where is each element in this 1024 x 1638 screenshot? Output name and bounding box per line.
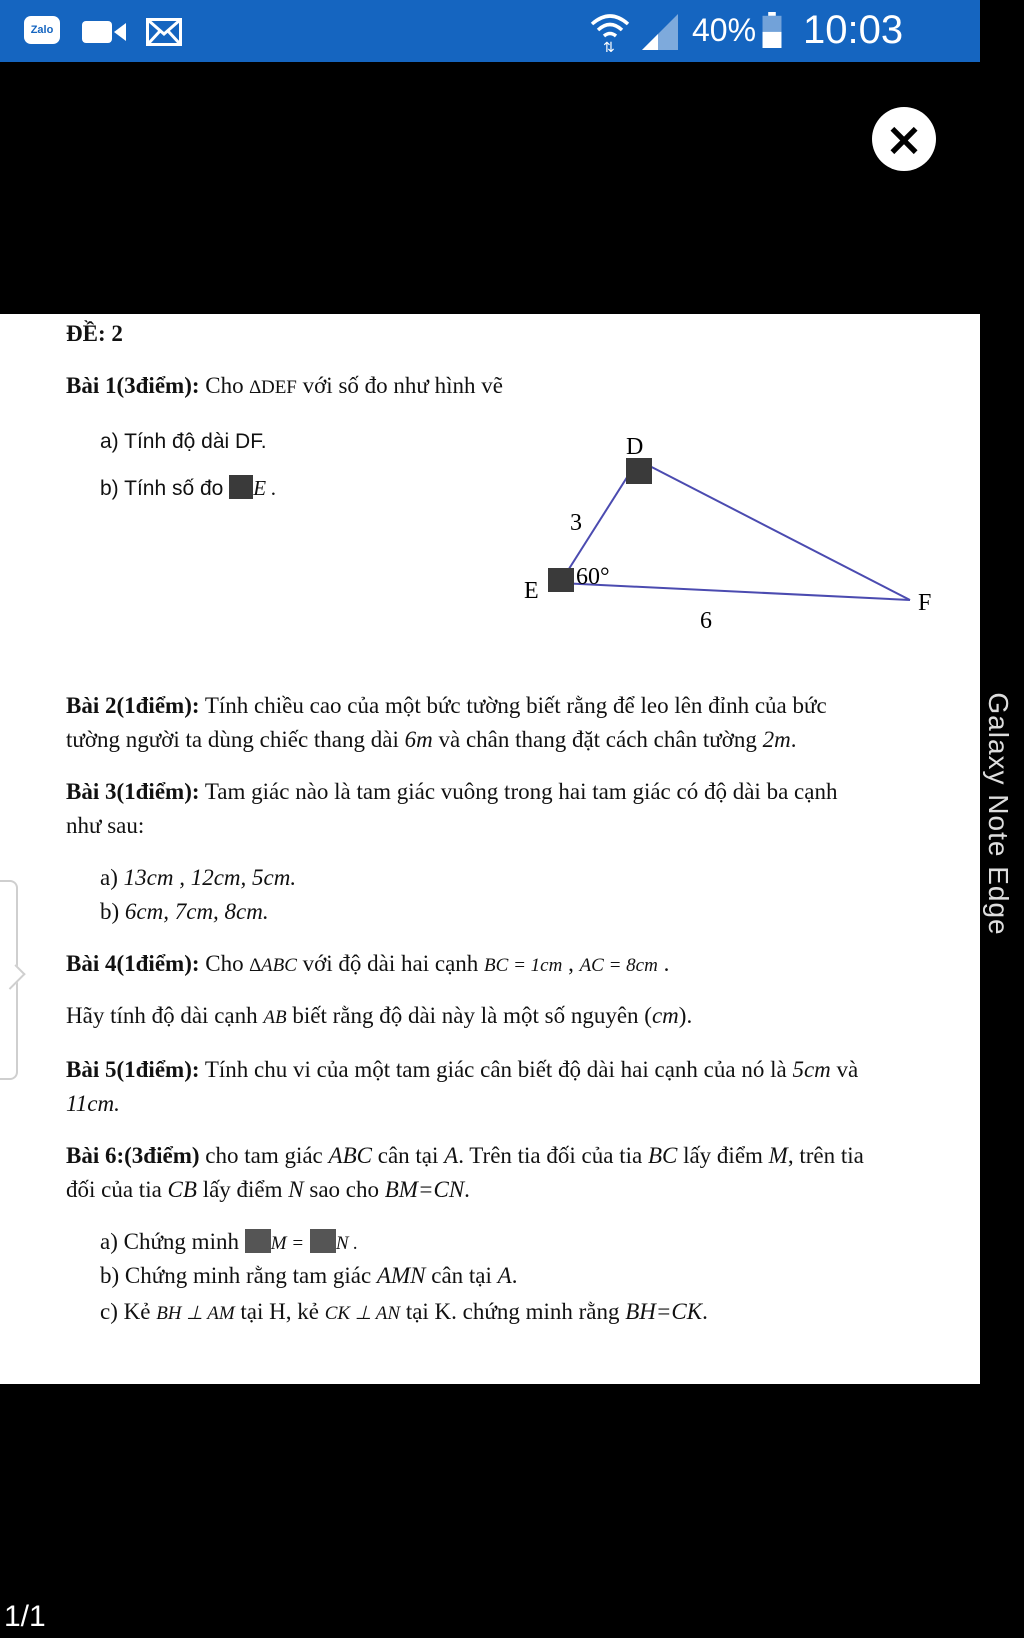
bai6-part-b: b) Chứng minh rằng tam giác AMN cân tại A.	[100, 1263, 518, 1288]
triangle-def-figure	[520, 428, 940, 638]
zalo-icon: Zalo	[24, 16, 60, 44]
mail-icon	[146, 18, 182, 46]
angle-symbol-icon	[245, 1229, 271, 1253]
svg-text:⇅: ⇅	[603, 40, 615, 54]
bai3-part-b: b) 6cm, 7cm, 8cm.	[100, 899, 269, 924]
vertex-e-marker	[548, 568, 574, 592]
label-f: F	[918, 590, 932, 616]
battery-icon	[762, 12, 782, 48]
bai2-line2: tường người ta dùng chiếc thang dài 6m và chân thang đặt cách chân tường 2m.	[66, 727, 797, 752]
close-button[interactable]	[872, 107, 936, 171]
exam-heading: ĐỀ: 2	[66, 321, 123, 346]
bai6-line2: đối của tia CB lấy điểm N sao cho BM=CN.	[66, 1177, 470, 1202]
bai1-part-b: b) Tính số đo E .	[100, 476, 277, 500]
bai6-part-c: c) Kẻ BH ⊥ AM tại H, kẻ CK ⊥ AN tại K. chứng minh rằng BH=CK.	[100, 1299, 708, 1324]
video-camera-icon	[82, 19, 128, 45]
document-page	[0, 314, 980, 1384]
close-icon: ×	[884, 112, 924, 166]
status-bar	[0, 0, 980, 62]
angle-symbol-icon	[310, 1229, 336, 1253]
bai5-line1: Bài 5(1điểm): Tính chu vi của một tam giác cân biết độ dài hai cạnh của nó là 5cm và	[66, 1057, 859, 1082]
label-side-ef: 6	[700, 608, 712, 634]
wifi-icon	[588, 10, 632, 54]
bai6-line1: Bài 6:(3điểm) cho tam giác ABC cân tại A. Trên tia đối của tia BC lấy điểm M, trên tia	[66, 1143, 864, 1168]
bai4-line1: Bài 4(1điểm): Cho ∆ABC với độ dài hai cạnh BC = 1cm , AC = 8cm .	[66, 951, 670, 976]
page-indicator: 1/1	[4, 1600, 46, 1633]
label-e: E	[524, 578, 539, 604]
bai3-part-a: a) 13cm , 12cm, 5cm.	[100, 865, 297, 890]
bai1-part-a: a) Tính độ dài DF.	[100, 430, 267, 453]
clock: 10:03	[803, 8, 904, 52]
bai3-line2: như sau:	[66, 813, 145, 838]
vertex-d-marker	[626, 458, 652, 484]
edge-panel-handle[interactable]	[0, 880, 18, 1080]
angle-symbol-icon	[229, 475, 253, 499]
bai5-line2: 11cm.	[66, 1091, 120, 1116]
device-branding: Galaxy Note Edge	[983, 692, 1014, 936]
label-d: D	[626, 434, 644, 460]
bai4-line2: Hãy tính độ dài cạnh AB biết rằng độ dài này là một số nguyên (cm).	[66, 1003, 693, 1028]
segment-df	[638, 460, 910, 600]
bai3-line1: Bài 3(1điểm): Tam giác nào là tam giác vuông trong hai tam giác có độ dài ba cạnh	[66, 779, 838, 804]
label-side-de: 3	[570, 510, 582, 536]
bai2-line1: Bài 2(1điểm): Tính chiều cao của một bức tường biết rằng để leo lên đỉnh của bức	[66, 693, 827, 718]
bai1-heading: Bài 1(3điểm): Cho ∆DEF với số đo như hình vẽ	[66, 373, 503, 398]
segment-ef	[560, 583, 910, 600]
signal-icon	[640, 12, 680, 52]
label-angle-e: 60°	[576, 564, 610, 590]
battery-percent: 40%	[692, 12, 757, 48]
bai6-part-a: a) Chứng minh M = N .	[100, 1229, 359, 1254]
